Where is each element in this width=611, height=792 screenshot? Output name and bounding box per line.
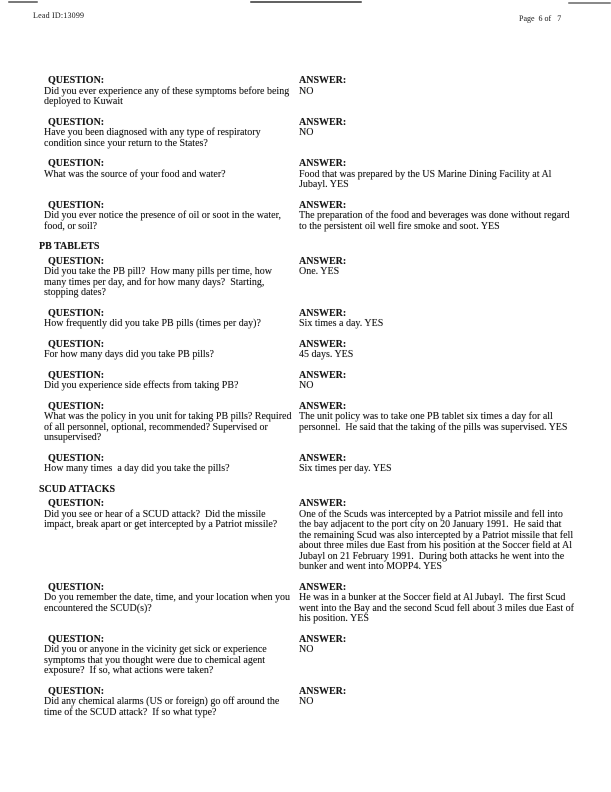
answer-label: ANSWER: [299,400,347,412]
answer-text: NO [299,380,314,391]
question-block [39,454,295,475]
question-label: QUESTION: [48,75,105,86]
question-text: For how many days did you take PB pills? [44,349,214,360]
answer-label: ANSWER: [299,498,347,509]
answer-label: ANSWER: [299,452,347,464]
answer-label: ANSWER: [299,255,347,267]
answer-label: ANSWER: [299,75,347,86]
answer-text: NO [299,696,314,707]
answer-block [299,118,576,139]
question-block [39,635,295,677]
question-label: QUESTION: [48,581,105,593]
question-text: What was the source of your food and water? [44,168,226,180]
qa-row [39,201,576,233]
answer-text: One. YES [299,266,340,277]
answer-label: ANSWER: [299,116,347,128]
answer-block [299,687,576,708]
section-heading: SCUD ATTACKS [39,483,116,495]
question-block [39,687,295,719]
answer-block [299,201,576,233]
answer-label: ANSWER: [299,158,347,169]
question-label: QUESTION: [48,452,105,464]
answer-label: ANSWER: [299,633,347,645]
question-block [39,499,295,531]
question-text: Have you been diagnosed with any type of respiratory condition since your return to the States? [44,127,264,149]
question-block [39,201,295,233]
question-label: QUESTION: [48,255,105,267]
qa-row [39,76,576,108]
qa-row [39,583,576,625]
answer-text: One of the Scuds was intercepted by a Patriot missile and fell into the bay adjacent to the port city on 20 January 1991. He said that the remaining Scud was also intercepted by a Patriot missile that fell about three miles due East from his position at the Soccer field at Al Jubayl on 21 February 1991. During both attacks he went into the bunker and went into MOPP4. YES [299,508,576,572]
question-block [39,159,295,180]
answer-block [299,340,576,361]
answer-text: NO [299,644,314,655]
question-label: QUESTION: [48,498,105,509]
qa-row [39,635,576,677]
question-block [39,340,295,361]
qa-row [39,687,576,719]
qa-content [39,76,576,728]
answer-block [299,76,576,97]
qa-row [39,340,576,361]
answer-block [299,309,576,330]
answer-label: ANSWER: [299,199,347,211]
question-label: QUESTION: [48,158,105,169]
question-text: Did you take the PB pill? How many pills per time, how many times per day, and for how many days? Starting, stopping dates? [44,266,275,298]
qa-row [39,402,576,444]
question-label: QUESTION: [48,369,105,381]
lead-id: Lead ID:13099 [33,11,85,20]
question-label: QUESTION: [48,400,105,412]
question-text: Did you or anyone in the vicinity get sick or experience symptoms that you thought were due to chemical agent exposure? If so, what actions were taken? [44,644,270,676]
answer-block [299,159,576,191]
answer-block [299,583,576,625]
answer-label: ANSWER: [299,307,347,319]
answer-text: The unit policy was to take one PB tablet six times a day for all personnel. He said that the taking of the pills was supervised. YES [299,411,568,433]
qa-row [39,118,576,150]
answer-block [299,402,576,434]
page-number: Page 6 of 7 [519,14,562,23]
question-block [39,257,295,299]
qa-row [39,159,576,191]
question-block [39,371,295,392]
question-text: What was the policy in you unit for taking PB pills? Required of all personnel, optional, recommended? Supervised or unsupervised? [44,411,294,443]
question-text: Did any chemical alarms (US or foreign) go off around the time of the SCUD attack? If so what type? [44,696,282,718]
question-label: QUESTION: [48,633,105,645]
question-label: QUESTION: [48,199,105,211]
question-label: QUESTION: [48,685,105,697]
section-heading: PB TABLETS [39,241,100,252]
scan-artifact-line-left [8,1,38,3]
answer-text: Six times per day. YES [299,463,392,474]
question-block [39,309,295,330]
qa-row [39,257,576,299]
qa-row [39,371,576,392]
qa-row [39,309,576,330]
answer-label: ANSWER: [299,685,347,697]
answer-block [299,499,576,573]
question-text: How many times a day did you take the pills? [44,463,230,474]
scan-artifact-line-middle [250,1,362,3]
question-text: Did you ever notice the presence of oil or soot in the water, food, or soil? [44,210,284,232]
question-text: Did you ever experience any of these symptoms before being deployed to Kuwait [44,85,292,107]
question-block [39,76,295,108]
answer-block [299,257,576,278]
scan-artifact-line-right [568,2,611,4]
question-label: QUESTION: [48,116,105,128]
question-block [39,583,295,615]
question-label: QUESTION: [48,338,105,350]
answer-text: NO [299,85,314,97]
question-label: QUESTION: [48,307,105,319]
answer-block [299,371,576,392]
question-block [39,118,295,150]
question-text: How frequently did you take PB pills (times per day)? [44,318,261,329]
answer-block [299,635,576,656]
question-text: Did you experience side effects from taking PB? [44,380,239,391]
answer-text: Food that was prepared by the US Marine Dining Facility at Al Jubayl. YES [299,168,554,190]
question-block [39,402,295,444]
answer-text: 45 days. YES [299,349,354,360]
answer-text: NO [299,127,314,138]
answer-label: ANSWER: [299,581,347,593]
answer-label: ANSWER: [299,338,347,350]
question-text: Do you remember the date, time, and your location when you encountered the SCUD(s)? [44,592,293,614]
qa-row [39,454,576,475]
answer-text: Six times a day. YES [299,318,384,329]
question-text: Did you see or hear of a SCUD attack? Did the missile impact, break apart or get intercepted by a Patriot missile? [44,508,278,530]
answer-text: He was in a bunker at the Soccer field at Al Jubayl. The first Scud went into the Bay and the second Scud fell about 3 miles due East of his position. YES [299,592,577,624]
answer-text: The preparation of the food and beverages was done without regard to the persistent oil well fire smoke and soot. YES [299,210,572,232]
answer-block [299,454,576,475]
answer-label: ANSWER: [299,369,347,381]
qa-row [39,499,576,573]
